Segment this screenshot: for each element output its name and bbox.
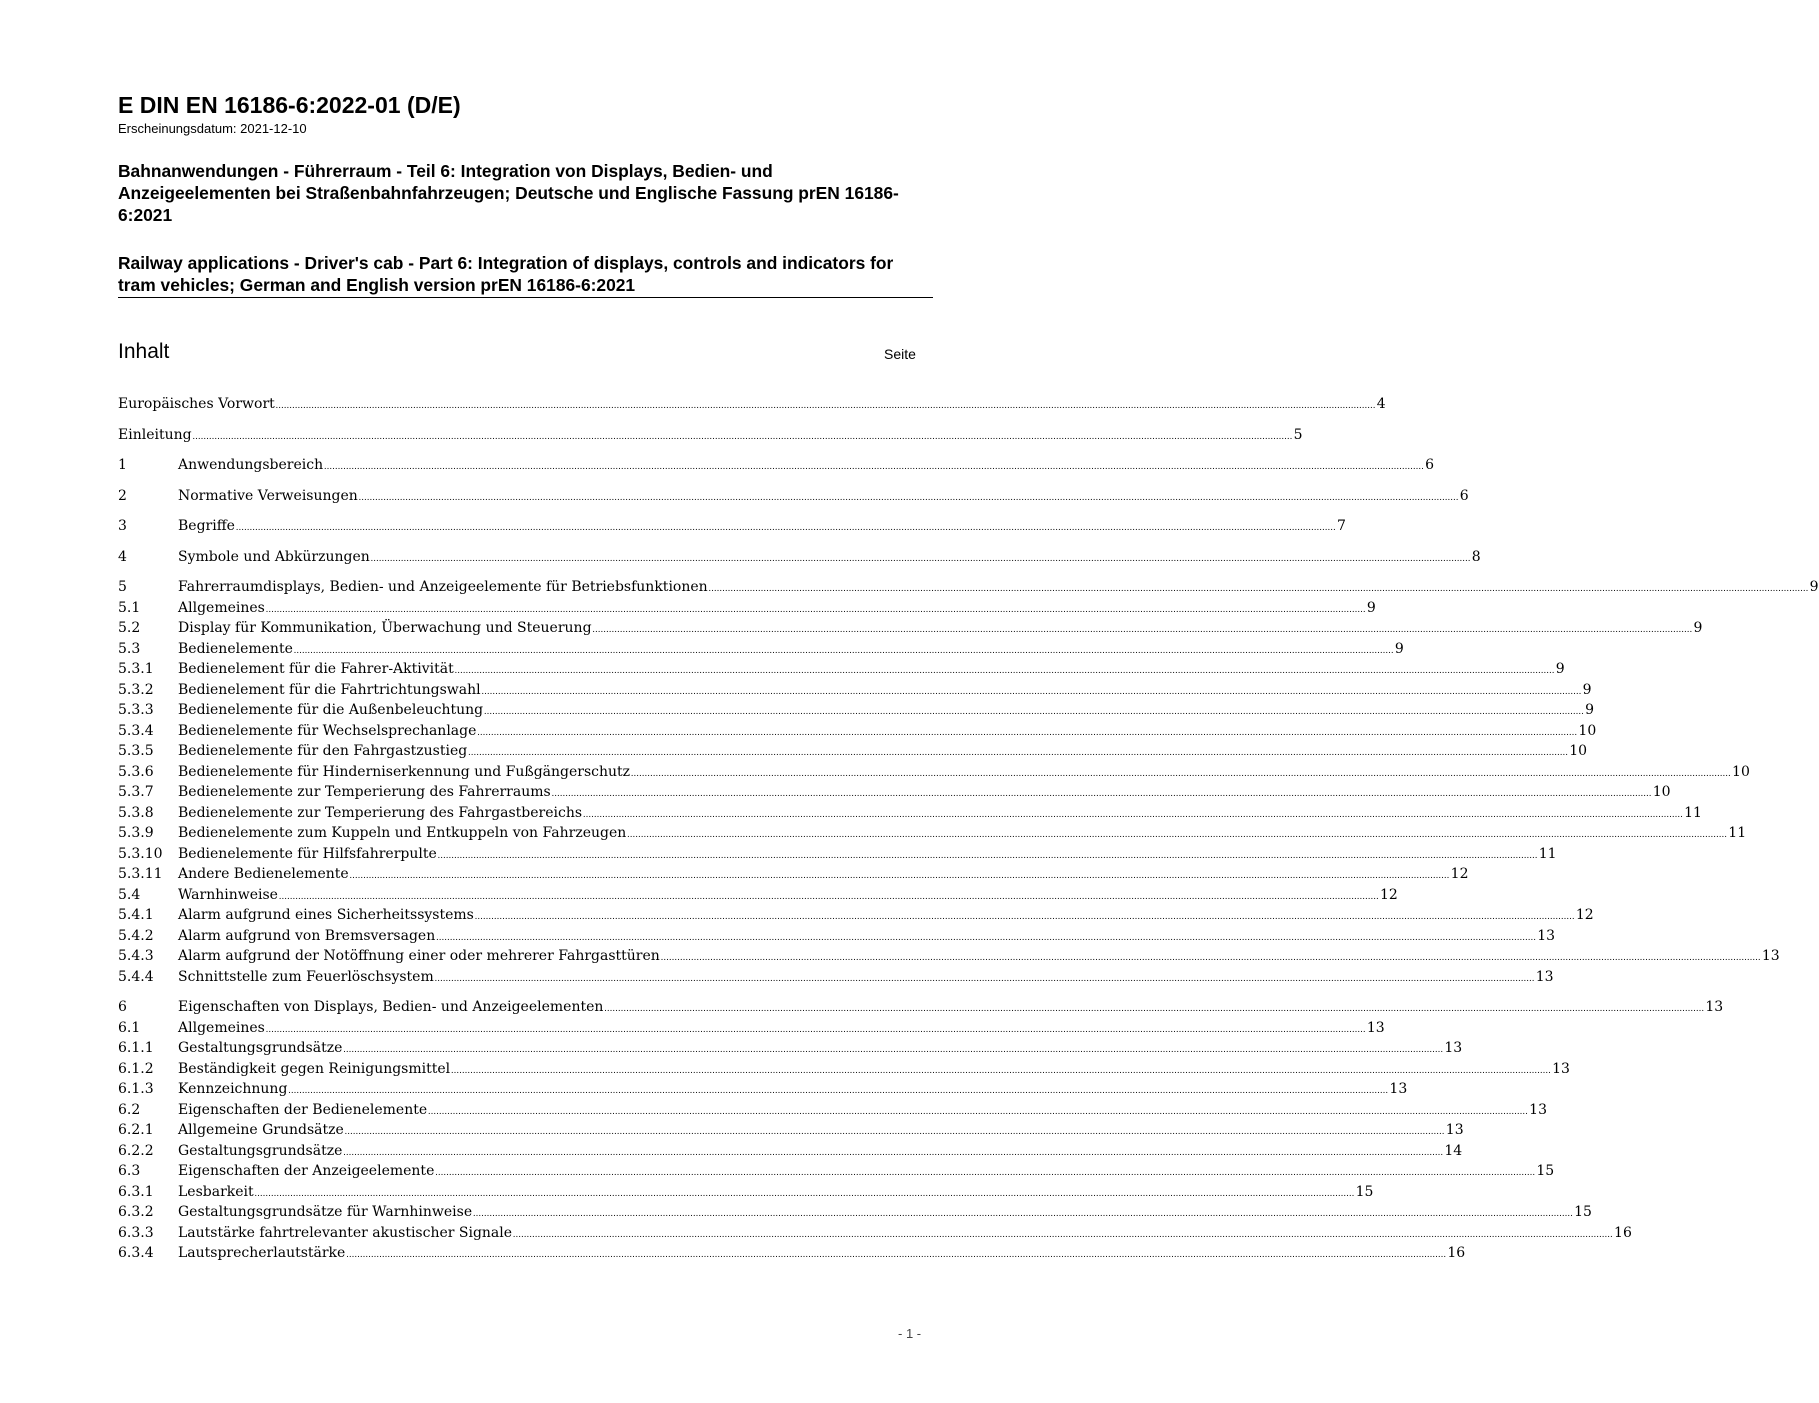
toc-dot-leader: ................................................................................................................................................................................................................................................................................................................................................................................................................ xyxy=(344,1126,1445,1136)
toc-entry-page: 16 xyxy=(1447,1245,1466,1261)
toc-entry-title: Bedienelemente für den Fahrgastzustieg xyxy=(178,743,468,759)
toc-entry-number: 5.4.4 xyxy=(118,968,154,985)
document-id: E DIN EN 16186-6:2022-01 (D/E) xyxy=(118,92,461,118)
toc-dot-leader: ................................................................................................................................................................................................................................................................................................................................................................................................................ xyxy=(631,767,1732,778)
toc-dot-leader: ................................................................................................................................................................................................................................................................................................................................................................................................................ xyxy=(343,1146,1444,1157)
toc-entry-page: 13 xyxy=(1552,1060,1570,1077)
toc-entry-page: 5 xyxy=(1293,426,1303,443)
toc-entry-title: Bedienelemente für Hinderniserkennung und Fußgängerschutz xyxy=(178,763,631,780)
title-german: Bahnanwendungen - Führerraum - Teil 6: Integration von Displays, Bedien- und Anzeigeelementen bei Straßenbahnfahrzeugen; Deutsche und Englische Fassung prEN 16186-6:2021 xyxy=(118,161,899,225)
toc-dot-leader: ................................................................................................................................................................................................................................................................................................................................................................................................................ xyxy=(484,706,1585,716)
toc-entry-title: Gestaltungsgrundsätze xyxy=(178,1142,343,1159)
toc-dot-leader: ................................................................................................................................................................................................................................................................................................................................................................................................................ xyxy=(481,685,1582,696)
toc-entry-number: 6.2 xyxy=(118,1101,141,1118)
toc-entry[interactable] xyxy=(118,741,1588,762)
toc-entry-page: 13 xyxy=(1445,1122,1464,1138)
toc-entry-page: 13 xyxy=(1537,927,1556,944)
toc-dot-leader: ................................................................................................................................................................................................................................................................................................................................................................................................................ xyxy=(477,726,1578,737)
toc-entry-page: 16 xyxy=(1614,1224,1632,1241)
toc-entry-page: 9 xyxy=(1585,702,1595,718)
toc-entry-number: 2 xyxy=(118,487,127,504)
toc-entry-title: Andere Bedienelemente xyxy=(178,866,349,882)
toc-entry[interactable] xyxy=(118,1161,1555,1182)
toc-entry[interactable] xyxy=(118,639,1404,660)
toc-entry-page: 15 xyxy=(1574,1204,1592,1220)
toc-entry-number: 3 xyxy=(118,518,127,534)
toc-entry-page: 12 xyxy=(1450,866,1469,882)
toc-dot-leader: ................................................................................................................................................................................................................................................................................................................................................................................................................ xyxy=(358,491,1459,502)
toc-entry-number: 5.4.2 xyxy=(118,927,154,944)
toc-dot-leader: ................................................................................................................................................................................................................................................................................................................................................................................................................ xyxy=(660,952,1761,962)
toc-entry-number: 6.3.2 xyxy=(118,1204,154,1220)
toc-entry[interactable] xyxy=(118,486,1469,507)
toc-entry-number: 5.3.5 xyxy=(118,743,154,759)
toc-entry-title: Anwendungsbereich xyxy=(178,457,324,473)
toc-entry-title: Bedienelement für die Fahrtrichtungswahl xyxy=(178,681,481,698)
toc-entry-title: Allgemeines xyxy=(178,1019,265,1036)
toc-entry[interactable] xyxy=(118,905,1594,926)
toc-entry[interactable] xyxy=(118,967,1554,988)
toc-dot-leader: ................................................................................................................................................................................................................................................................................................................................................................................................................ xyxy=(513,1228,1614,1239)
toc-entry[interactable] xyxy=(118,844,1557,865)
toc-dot-leader: ................................................................................................................................................................................................................................................................................................................................................................................................................ xyxy=(324,461,1425,471)
toc-entry-title: Eigenschaften von Displays, Bedien- und Anzeigeelementen xyxy=(178,999,604,1015)
toc-entry-page: 9 xyxy=(1394,640,1404,657)
toc-entry-number: 6.1.2 xyxy=(118,1060,154,1077)
toc-entry-title: Warnhinweise xyxy=(178,886,278,903)
toc-dot-leader: ................................................................................................................................................................................................................................................................................................................................................................................................................ xyxy=(604,1003,1705,1013)
toc-entry-page: 10 xyxy=(1732,763,1750,780)
toc-entry[interactable] xyxy=(118,680,1592,701)
toc-entry-page: 13 xyxy=(1444,1040,1463,1056)
toc-entry-page: 10 xyxy=(1652,784,1671,800)
toc-entry-page: 11 xyxy=(1684,804,1702,821)
toc-entry-number: 5.3 xyxy=(118,640,141,657)
header-rule xyxy=(118,297,933,298)
toc-entry-title: Beständigkeit gegen Reinigungsmittel xyxy=(178,1060,451,1077)
toc-entry[interactable] xyxy=(118,425,1303,446)
toc-entry-title: Fahrerraumdisplays, Bedien- und Anzeigeelemente für Betriebsfunktionen xyxy=(178,579,708,595)
toc-entry-title: Alarm aufgrund der Notöffnung einer oder mehrerer Fahrgasttüren xyxy=(178,948,660,964)
toc-entry-number: 6.3.4 xyxy=(118,1245,154,1261)
toc-entry[interactable] xyxy=(118,455,1435,476)
toc-dot-leader: ................................................................................................................................................................................................................................................................................................................................................................................................................ xyxy=(288,1085,1389,1095)
toc-dot-leader: ................................................................................................................................................................................................................................................................................................................................................................................................................ xyxy=(278,890,1379,901)
toc-entry-title: Bedienelemente für die Außenbeleuchtung xyxy=(178,702,484,718)
toc-entry[interactable] xyxy=(118,1038,1463,1059)
toc-entry-title: Eigenschaften der Anzeigeelemente xyxy=(178,1163,435,1179)
toc-heading: Inhalt xyxy=(118,340,170,363)
toc-entry-page: 13 xyxy=(1761,948,1780,964)
toc-dot-leader: ................................................................................................................................................................................................................................................................................................................................................................................................................ xyxy=(468,747,1569,757)
toc-entry-title: Lautsprecherlautstärke xyxy=(178,1245,346,1261)
toc-entry-title: Alarm aufgrund eines Sicherheitssystems xyxy=(178,907,474,923)
toc-entry-number: 6.3 xyxy=(118,1163,141,1179)
toc-entry-title: Allgemeine Grundsätze xyxy=(178,1122,344,1138)
toc-dot-leader: ................................................................................................................................................................................................................................................................................................................................................................................................................ xyxy=(473,1208,1574,1218)
toc-dot-leader: ................................................................................................................................................................................................................................................................................................................................................................................................................ xyxy=(293,644,1394,655)
toc-entry-number: 5.3.11 xyxy=(118,866,163,882)
toc-entry-number: 5 xyxy=(118,579,127,595)
toc-entry-number: 5.1 xyxy=(118,599,141,616)
toc-entry-number: 6.3.1 xyxy=(118,1183,154,1200)
toc-entry-number: 5.3.9 xyxy=(118,825,154,841)
toc-dot-leader: ................................................................................................................................................................................................................................................................................................................................................................................................................ xyxy=(428,1105,1529,1116)
toc-entry-title: Bedienelemente zum Kuppeln und Entkuppeln von Fahrzeugen xyxy=(178,825,627,841)
toc-dot-leader: ................................................................................................................................................................................................................................................................................................................................................................................................................ xyxy=(435,1167,1536,1177)
toc-entry-title: Bedienelemente xyxy=(178,640,293,657)
toc-entry-page: 9 xyxy=(1582,681,1592,698)
page-number: - 1 - xyxy=(898,1326,922,1341)
toc-entry-page: 13 xyxy=(1705,999,1724,1015)
toc-entry-title: Kennzeichnung xyxy=(178,1081,288,1097)
toc-entry[interactable] xyxy=(118,1223,1632,1244)
toc-entry[interactable] xyxy=(118,1100,1547,1121)
toc-entry-number: 5.4.1 xyxy=(118,907,154,923)
toc-dot-leader: ................................................................................................................................................................................................................................................................................................................................................................................................................ xyxy=(275,400,1376,410)
toc-entry[interactable] xyxy=(118,577,1819,598)
toc-entry-number: 6.1.1 xyxy=(118,1040,154,1056)
toc-entry-page: 12 xyxy=(1575,907,1594,923)
toc-dot-leader: ................................................................................................................................................................................................................................................................................................................................................................................................................ xyxy=(343,1044,1444,1054)
toc-dot-leader: ................................................................................................................................................................................................................................................................................................................................................................................................................ xyxy=(192,430,1293,441)
toc-entry[interactable] xyxy=(118,659,1565,680)
toc-dot-leader: ................................................................................................................................................................................................................................................................................................................................................................................................................ xyxy=(592,624,1693,634)
toc-entry-title: Begriffe xyxy=(178,518,235,534)
toc-entry-number: 5.4 xyxy=(118,886,141,903)
toc-entry[interactable] xyxy=(118,1018,1385,1039)
toc-entry[interactable] xyxy=(118,1243,1466,1264)
toc-entry-number: 5.3.10 xyxy=(118,845,163,862)
toc-entry[interactable] xyxy=(118,1182,1374,1203)
toc-entry-page: 13 xyxy=(1366,1019,1385,1036)
toc-dot-leader: ................................................................................................................................................................................................................................................................................................................................................................................................................ xyxy=(454,665,1555,675)
toc-entry-page: 15 xyxy=(1536,1163,1555,1179)
toc-entry-number: 5.3.3 xyxy=(118,702,154,718)
toc-entry[interactable] xyxy=(118,1059,1570,1080)
toc-entry-number: 6.2.2 xyxy=(118,1142,154,1159)
toc-entry-page: 9 xyxy=(1366,599,1376,616)
toc-entry-title: Einleitung xyxy=(118,426,192,443)
toc-entry[interactable] xyxy=(118,721,1597,742)
toc-entry[interactable] xyxy=(118,823,1747,844)
toc-entry[interactable] xyxy=(118,926,1556,947)
toc-page-column-label: Seite xyxy=(884,346,916,362)
toc-entry[interactable] xyxy=(118,885,1398,906)
toc-dot-leader: ................................................................................................................................................................................................................................................................................................................................................................................................................ xyxy=(583,808,1684,819)
toc-entry-title: Lautstärke fahrtrelevanter akustischer Signale xyxy=(178,1224,513,1241)
toc-entry-page: 4 xyxy=(1376,396,1386,412)
toc-entry-title: Lesbarkeit xyxy=(178,1183,254,1200)
toc-entry-page: 13 xyxy=(1535,968,1554,985)
toc-entry-page: 13 xyxy=(1389,1081,1408,1097)
toc-entry[interactable] xyxy=(118,598,1376,619)
table-of-contents xyxy=(118,394,1819,1264)
toc-entry-page: 15 xyxy=(1355,1183,1374,1200)
toc-entry-page: 12 xyxy=(1379,886,1398,903)
toc-entry[interactable] xyxy=(118,1079,1408,1100)
toc-entry-page: 11 xyxy=(1728,825,1747,841)
toc-entry-title: Normative Verweisungen xyxy=(178,487,358,504)
toc-entry-number: 5.3.2 xyxy=(118,681,154,698)
toc-dot-leader: ................................................................................................................................................................................................................................................................................................................................................................................................................ xyxy=(235,522,1336,532)
toc-dot-leader: ................................................................................................................................................................................................................................................................................................................................................................................................................ xyxy=(551,788,1652,798)
toc-entry[interactable] xyxy=(118,864,1469,885)
toc-entry[interactable] xyxy=(118,547,1481,568)
toc-entry[interactable] xyxy=(118,803,1702,824)
toc-entry-number: 5.4.3 xyxy=(118,948,154,964)
toc-entry[interactable] xyxy=(118,516,1346,537)
toc-entry-page: 8 xyxy=(1471,548,1481,565)
toc-entry[interactable] xyxy=(118,997,1724,1018)
toc-entry-title: Allgemeines xyxy=(178,599,265,616)
toc-entry[interactable] xyxy=(118,782,1671,803)
toc-dot-leader: ................................................................................................................................................................................................................................................................................................................................................................................................................ xyxy=(451,1064,1552,1075)
toc-entry[interactable] xyxy=(118,946,1780,967)
toc-entry-page: 9 xyxy=(1809,579,1819,595)
toc-entry-title: Europäisches Vorwort xyxy=(118,396,275,412)
toc-entry-number: 6 xyxy=(118,999,127,1015)
toc-dot-leader: ................................................................................................................................................................................................................................................................................................................................................................................................................ xyxy=(346,1249,1447,1259)
toc-entry-page: 7 xyxy=(1336,518,1346,534)
toc-dot-leader: ................................................................................................................................................................................................................................................................................................................................................................................................................ xyxy=(434,972,1535,983)
toc-entry-title: Alarm aufgrund von Bremsversagen xyxy=(178,927,436,944)
toc-entry-page: 13 xyxy=(1529,1101,1547,1118)
toc-entry-page: 9 xyxy=(1693,620,1703,636)
toc-entry-page: 10 xyxy=(1578,722,1597,739)
title-english: Railway applications - Driver's cab - Part 6: Integration of displays, controls and indicators for tram vehicles; German and English version prEN 16186-6:2021 xyxy=(118,253,894,295)
toc-entry-title: Gestaltungsgrundsätze xyxy=(178,1040,343,1056)
toc-entry-number: 6.1 xyxy=(118,1019,141,1036)
toc-dot-leader: ................................................................................................................................................................................................................................................................................................................................................................................................................ xyxy=(627,829,1728,839)
toc-entry-number: 1 xyxy=(118,457,127,473)
toc-entry-page: 10 xyxy=(1569,743,1588,759)
toc-entry-number: 6.2.1 xyxy=(118,1122,154,1138)
toc-entry-title: Display für Kommunikation, Überwachung und Steuerung xyxy=(178,620,592,636)
publication-date: Erscheinungsdatum: 2021-12-10 xyxy=(118,121,307,136)
toc-entry-title: Bedienelemente für Hilfsfahrerpulte xyxy=(178,845,437,862)
toc-dot-leader: ................................................................................................................................................................................................................................................................................................................................................................................................................ xyxy=(436,931,1537,942)
toc-entry-page: 14 xyxy=(1444,1142,1463,1159)
toc-entry-number: 5.3.8 xyxy=(118,804,154,821)
toc-entry[interactable] xyxy=(118,700,1595,721)
toc-entry[interactable] xyxy=(118,1202,1592,1223)
toc-entry-number: 6.3.3 xyxy=(118,1224,154,1241)
toc-dot-leader: ................................................................................................................................................................................................................................................................................................................................................................................................................ xyxy=(474,911,1575,921)
toc-dot-leader: ................................................................................................................................................................................................................................................................................................................................................................................................................ xyxy=(349,870,1450,880)
toc-dot-leader: ................................................................................................................................................................................................................................................................................................................................................................................................................ xyxy=(265,603,1366,614)
toc-entry-title: Schnittstelle zum Feuerlöschsystem xyxy=(178,968,434,985)
toc-entry-title: Gestaltungsgrundsätze für Warnhinweise xyxy=(178,1204,473,1220)
toc-entry-page: 9 xyxy=(1555,661,1565,677)
toc-entry-title: Symbole und Abkürzungen xyxy=(178,548,370,565)
toc-dot-leader: ................................................................................................................................................................................................................................................................................................................................................................................................................ xyxy=(437,849,1538,860)
toc-entry-number: 5.2 xyxy=(118,620,141,636)
toc-entry-title: Bedienelemente zur Temperierung des Fahrgastbereichs xyxy=(178,804,583,821)
toc-entry[interactable] xyxy=(118,618,1703,639)
toc-entry-title: Eigenschaften der Bedienelemente xyxy=(178,1101,428,1118)
toc-entry[interactable] xyxy=(118,1141,1463,1162)
toc-entry[interactable] xyxy=(118,394,1386,415)
toc-entry-number: 5.3.4 xyxy=(118,722,154,739)
toc-dot-leader: ................................................................................................................................................................................................................................................................................................................................................................................................................ xyxy=(254,1187,1355,1198)
toc-entry[interactable] xyxy=(118,1120,1464,1141)
toc-entry-number: 5.3.7 xyxy=(118,784,154,800)
toc-entry-title: Bedienelemente für Wechselsprechanlage xyxy=(178,722,477,739)
toc-entry-title: Bedienelemente zur Temperierung des Fahrerraums xyxy=(178,784,551,800)
toc-entry-page: 6 xyxy=(1459,487,1469,504)
toc-entry-number: 4 xyxy=(118,548,127,565)
toc-entry-number: 5.3.6 xyxy=(118,763,154,780)
toc-entry-page: 6 xyxy=(1425,457,1435,473)
toc-entry-title: Bedienelement für die Fahrer-Aktivität xyxy=(178,661,454,677)
toc-dot-leader: ................................................................................................................................................................................................................................................................................................................................................................................................................ xyxy=(708,583,1809,593)
toc-entry-number: 5.3.1 xyxy=(118,661,154,677)
toc-dot-leader: ................................................................................................................................................................................................................................................................................................................................................................................................................ xyxy=(370,552,1471,563)
toc-dot-leader: ................................................................................................................................................................................................................................................................................................................................................................................................................ xyxy=(265,1023,1366,1034)
toc-entry[interactable] xyxy=(118,762,1750,783)
toc-entry-number: 6.1.3 xyxy=(118,1081,154,1097)
toc-entry-page: 11 xyxy=(1538,845,1557,862)
